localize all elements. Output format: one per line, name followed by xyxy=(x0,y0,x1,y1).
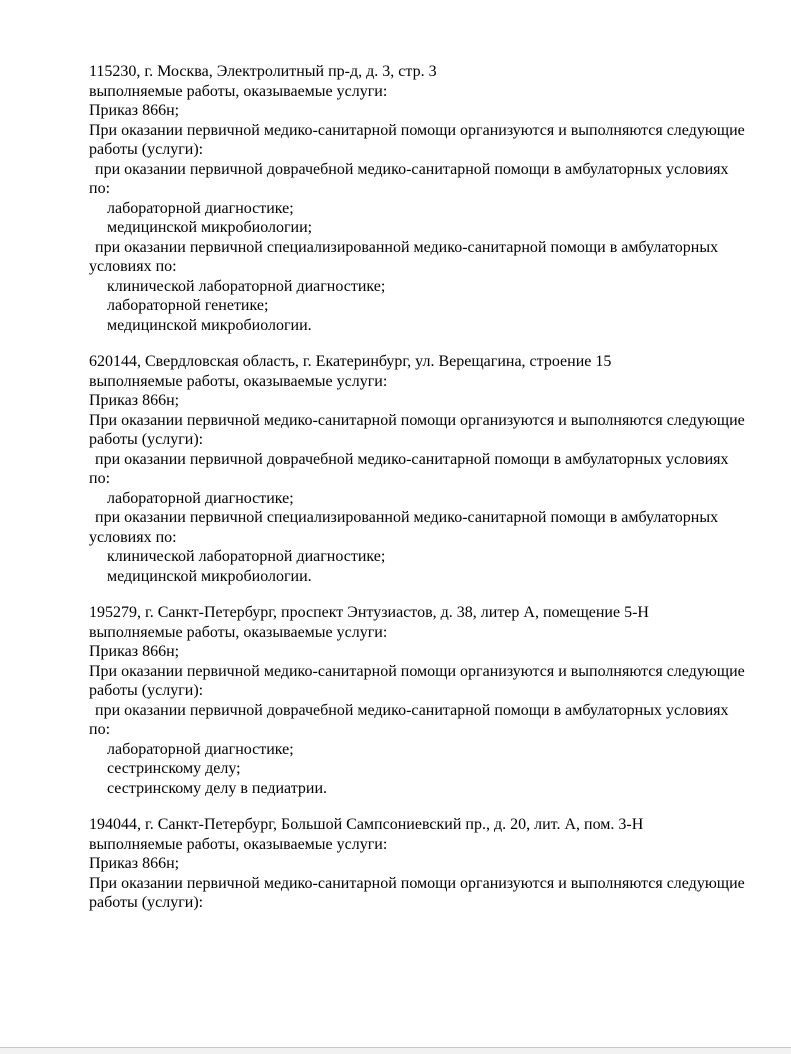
text-line: При оказании первичной медико-санитарной помощи организуются и выполняются следующие xyxy=(89,121,745,139)
text-line: клинической лабораторной диагностике; xyxy=(107,277,386,295)
text-line: При оказании первичной медико-санитарной помощи организуются и выполняются следующие xyxy=(89,662,745,680)
text-line: работы (услуги): xyxy=(89,894,204,911)
text-line: при оказании первичной доврачебной медико-санитарной помощи в амбулаторных условиях xyxy=(95,160,729,178)
text-line: Приказ 866н; xyxy=(89,855,180,872)
text-line: Приказ 866н; xyxy=(89,643,180,660)
location-block xyxy=(89,62,751,335)
address-line: 620144, Свердловская область, г. Екатеринбург, ул. Верещагина, строение 15 xyxy=(89,353,612,370)
address-line: 195279, г. Санкт-Петербург, проспект Энтузиастов, д. 38, литер А, помещение 5-Н xyxy=(89,604,649,621)
text-line: условиях по: xyxy=(89,258,177,275)
text-line: при оказании первичной специализированной медико-санитарной помощи в амбулаторных xyxy=(95,238,719,256)
address-line: 194044, г. Санкт-Петербург, Большой Сампсониевский пр., д. 20, лит. А, пом. 3-Н xyxy=(89,816,644,833)
text-line: лабораторной диагностике; xyxy=(107,199,294,217)
text-line: лабораторной диагностике; xyxy=(107,740,294,758)
text-line: лабораторной генетике; xyxy=(107,297,269,314)
text-line: по: xyxy=(89,721,111,738)
address-line: 115230, г. Москва, Электролитный пр-д, д. 3, стр. 3 xyxy=(89,63,437,80)
text-line: медицинской микробиологии. xyxy=(107,316,312,334)
text-line: лабораторной диагностике; xyxy=(107,489,294,507)
text-line: клинической лабораторной диагностике; xyxy=(107,548,386,565)
text-line: сестринскому делу в педиатрии. xyxy=(107,779,328,797)
text-line: Приказ 866н; xyxy=(89,392,180,409)
text-line: При оказании первичной медико-санитарной помощи организуются и выполняются следующие xyxy=(89,874,745,892)
text-line: работы (услуги): xyxy=(89,431,204,448)
text-line: при оказании первичной доврачебной медико-санитарной помощи в амбулаторных условиях xyxy=(95,701,729,719)
text-line: условиях по: xyxy=(89,528,177,546)
location-block xyxy=(89,815,751,913)
location-block xyxy=(89,603,751,798)
text-line: при оказании первичной специализированной медико-санитарной помощи в амбулаторных xyxy=(95,509,719,526)
document-body xyxy=(89,62,751,913)
text-line: при оказании первичной доврачебной медико-санитарной помощи в амбулаторных условиях xyxy=(95,450,729,468)
text-line: выполняемые работы, оказываемые услуги: xyxy=(89,82,388,100)
text-line: При оказании первичной медико-санитарной помощи организуются и выполняются следующие xyxy=(89,411,745,429)
text-line: медицинской микробиологии. xyxy=(107,567,312,585)
text-line: выполняемые работы, оказываемые услуги: xyxy=(89,623,388,641)
text-line: по: xyxy=(89,180,111,197)
text-line: выполняемые работы, оказываемые услуги: xyxy=(89,372,388,390)
horizontal-scrollbar-track[interactable] xyxy=(0,1047,791,1054)
text-line: работы (услуги): xyxy=(89,141,204,158)
text-line: работы (услуги): xyxy=(89,682,204,699)
text-line: выполняемые работы, оказываемые услуги: xyxy=(89,835,388,853)
text-line: Приказ 866н; xyxy=(89,102,180,119)
text-line: сестринскому делу; xyxy=(107,760,241,777)
location-block xyxy=(89,352,751,586)
text-line: медицинской микробиологии; xyxy=(107,219,313,236)
text-line: по: xyxy=(89,470,111,487)
